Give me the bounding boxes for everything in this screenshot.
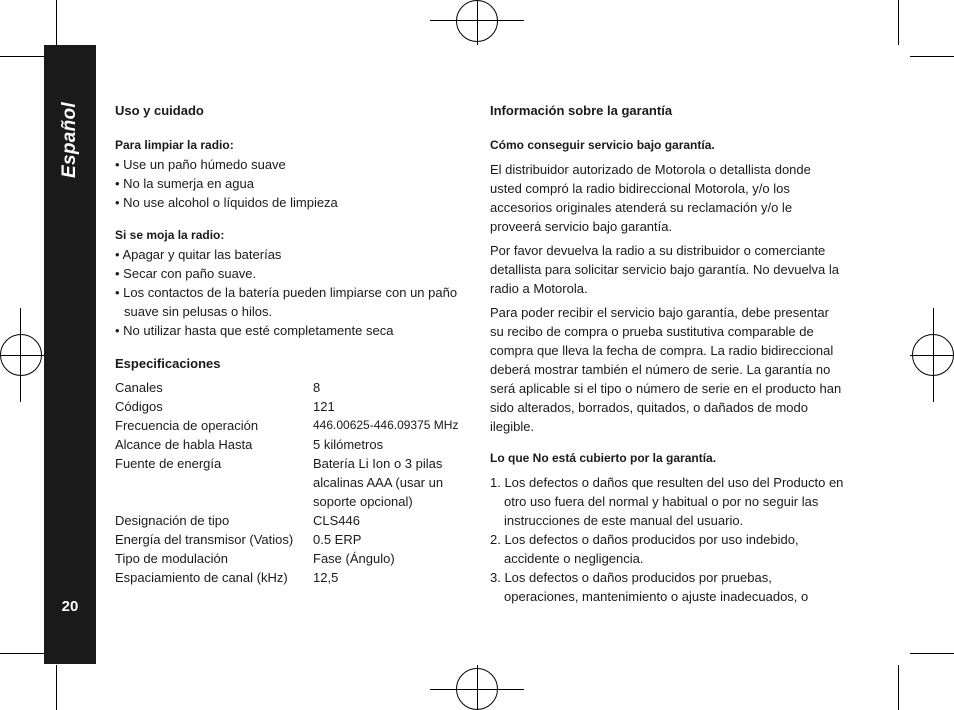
spec-label: Canales <box>115 380 163 395</box>
spec-value: 8 <box>313 380 321 395</box>
spec-label: Códigos <box>115 399 163 414</box>
spec-value: 121 <box>313 399 335 414</box>
list-item: 1. Los defectos o daños que resulten del uso del Producto en otro uso fuera del normal y habitual o por no seguir las instrucciones de este manual del usuario. <box>490 475 844 528</box>
crop-mark <box>0 56 45 57</box>
spec-row <box>115 416 475 435</box>
page-number: 20 <box>61 598 79 615</box>
crop-mark <box>0 653 45 654</box>
registration-mark-line <box>20 308 21 402</box>
spec-value: 5 kilómetros <box>313 437 384 452</box>
spec-row <box>115 378 475 397</box>
crop-mark <box>56 665 57 710</box>
service-heading: Cómo conseguir servicio bajo garantía. <box>490 138 715 152</box>
spec-value: 446.00625-446.09375 MHz <box>313 418 459 432</box>
spec-row <box>115 511 475 530</box>
spec-label: Designación de tipo <box>115 513 230 528</box>
list-item: • No use alcohol o líquidos de limpieza <box>115 195 338 210</box>
crop-mark <box>898 665 899 710</box>
spec-table <box>115 378 475 587</box>
spec-label: Fuente de energía <box>115 456 222 471</box>
warranty-paragraph: El distribuidor autorizado de Motorola o detallista donde usted compró la radio bidireccional Motorola, y/o los accesorios originales atenderá su reclamación y/o le proveerá servicio bajo garantía. <box>490 162 811 234</box>
list-item: • No utilizar hasta que esté completamente seca <box>115 323 394 338</box>
spec-row <box>115 435 475 454</box>
clean-heading: Para limpiar la radio: <box>115 138 234 152</box>
care-heading: Uso y cuidado <box>115 103 204 118</box>
list-item: • Use un paño húmedo suave <box>115 157 286 172</box>
registration-mark-line <box>910 355 954 356</box>
spec-label: Espaciamiento de canal (kHz) <box>115 570 288 585</box>
wet-heading: Si se moja la radio: <box>115 228 225 242</box>
spec-label: Alcance de habla Hasta <box>115 437 253 452</box>
list-item: • Los contactos de la batería pueden limpiarse con un paño suave sin pelusas o hilos. <box>115 285 458 319</box>
spec-label: Energía del transmisor (Vatios) <box>115 532 294 547</box>
list-item: • Secar con paño suave. <box>115 266 257 281</box>
spec-row <box>115 530 475 549</box>
warranty-paragraph: Para poder recibir el servicio bajo garantía, debe presentar su recibo de compra o prueba sustitutiva comparable de compra que lleva la fecha de compra. La radio bidireccional deberá mostrar también el número de serie. La garantía no será aplicable si el tipo o número de serie en el producto han sido alterados, borrados, quitados, o dañados de modo ilegible. <box>490 305 842 434</box>
registration-mark-line <box>477 0 478 45</box>
spec-value: 0.5 ERP <box>313 532 362 547</box>
spec-value: 12,5 <box>313 570 339 585</box>
registration-mark-line <box>0 355 45 356</box>
warranty-heading: Información sobre la garantía <box>490 103 673 118</box>
spec-row <box>115 568 475 587</box>
list-item: 3. Los defectos o daños producidos por pruebas, operaciones, mantenimiento o ajuste inadecuados, o <box>490 570 809 604</box>
spec-heading: Especificaciones <box>115 356 221 371</box>
crop-mark <box>910 56 954 57</box>
spec-value: Batería Li Ion o 3 pilas alcalinas AAA (usar un soporte opcional) <box>313 456 444 509</box>
spec-value: CLS446 <box>313 513 360 528</box>
crop-mark <box>898 0 899 45</box>
list-item: 2. Los defectos o daños producidos por uso indebido, accidente o negligencia. <box>490 532 799 566</box>
spec-row <box>115 397 475 416</box>
warranty-paragraph: Por favor devuelva la radio a su distribuidor o comerciante detallista para solicitar servicio bajo garantía. No devuelva la radio a Motorola. <box>490 243 840 296</box>
registration-mark-line <box>933 308 934 402</box>
crop-mark <box>910 653 954 654</box>
spec-row <box>115 549 475 568</box>
list-item: • No la sumerja en agua <box>115 176 254 191</box>
spec-row <box>115 454 475 511</box>
crop-mark <box>56 0 57 45</box>
right-column <box>490 101 845 606</box>
spec-label: Frecuencia de operación <box>115 418 259 433</box>
left-column <box>115 101 475 587</box>
registration-mark-line <box>477 665 478 710</box>
spec-value: Fase (Ángulo) <box>313 551 395 566</box>
language-title: Español <box>59 101 80 179</box>
spec-label: Tipo de modulación <box>115 551 228 566</box>
not-covered-heading: Lo que No está cubierto por la garantía. <box>490 451 717 465</box>
list-item: • Apagar y quitar las baterías <box>115 247 282 262</box>
